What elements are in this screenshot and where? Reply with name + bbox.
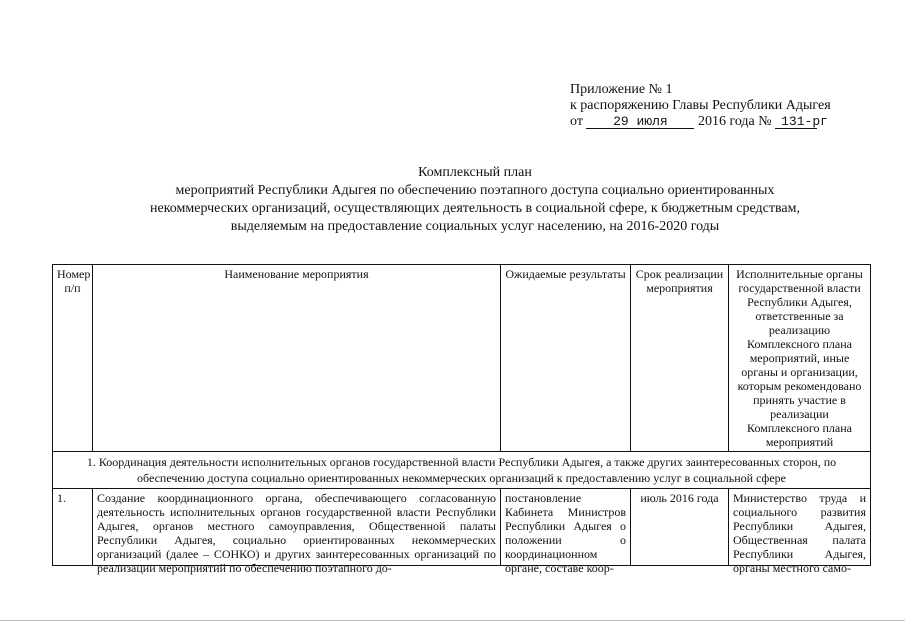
table-header-row (53, 265, 871, 452)
row-executors (729, 489, 871, 575)
page-bottom-edge (0, 620, 905, 641)
row-results (501, 489, 631, 575)
row-deadline: июль 2016 года (631, 489, 729, 566)
row-number: 1. (53, 489, 93, 566)
header-deadline: Срок реализации мероприятия (631, 265, 729, 452)
section-row (53, 452, 871, 489)
date-field: 29 июля (586, 115, 694, 129)
table-row (53, 489, 871, 566)
from-label: от (570, 114, 583, 129)
order-number-field: 131-рг (775, 115, 817, 129)
row-name (93, 489, 501, 575)
row-executors-text: Министерство труда и социального развития Республики Адыгея, Общественная палата Республики Адыгея, органы местного само- (733, 491, 866, 575)
title-line-2: мероприятий Республики Адыгея по обеспечению поэтапного доступа социально ориентированных (175, 183, 775, 198)
row-results-text: постановление Кабинета Министров Республики Адыгея о положении о координационном органе, составе коор- (505, 491, 626, 575)
document-title (80, 164, 870, 236)
header-results: Ожидаемые результаты (501, 265, 631, 452)
title-line-3: некоммерческих организаций, осуществляющих деятельность в социальной сфере, к бюджетным средствам, (149, 201, 800, 216)
section-title: 1. Координация деятельности исполнительных органов государственной власти Республики Адыгея, а также других заинтересованных сторон, по обеспечению доступа социально ориентированных некоммерческих организаций к предоставлению услуг в социальной сфере (53, 452, 871, 489)
title-line-4: выделяемым на предоставление социальных услуг населению, на 2016-2020 годы (230, 219, 720, 234)
year-number-label: 2016 года № (697, 114, 772, 129)
header-name: Наименование мероприятия (93, 265, 501, 452)
appendix-order-ref: к распоряжению Главы Республики Адыгея (570, 98, 831, 113)
appendix-date-line (570, 114, 831, 130)
title-line-1: Комплексный план (418, 165, 532, 180)
appendix-title: Приложение № 1 (570, 82, 673, 97)
row-name-text: Создание координационного органа, обеспечивающего согласованную деятельность исполнительных органов государственной власти Республики Адыгея, органов местного самоуправления, Общественной палаты Республики Адыгея, социально ориентированных некоммерческих организаций (далее – СОНКО) и других заинтересованных организаций по реализации мероприятий по обеспечению поэтапного до- (97, 491, 496, 575)
appendix-header (570, 82, 831, 130)
header-executors: Исполнительные органы государственной власти Республики Адыгея, ответственные за реализацию Комплексного плана мероприятий, иные органы и организации, которым рекомендовано принять участие в реализации Комплексного плана мероприятий (729, 265, 871, 452)
header-number: Номер п/п (53, 265, 93, 452)
plan-table (52, 264, 871, 575)
